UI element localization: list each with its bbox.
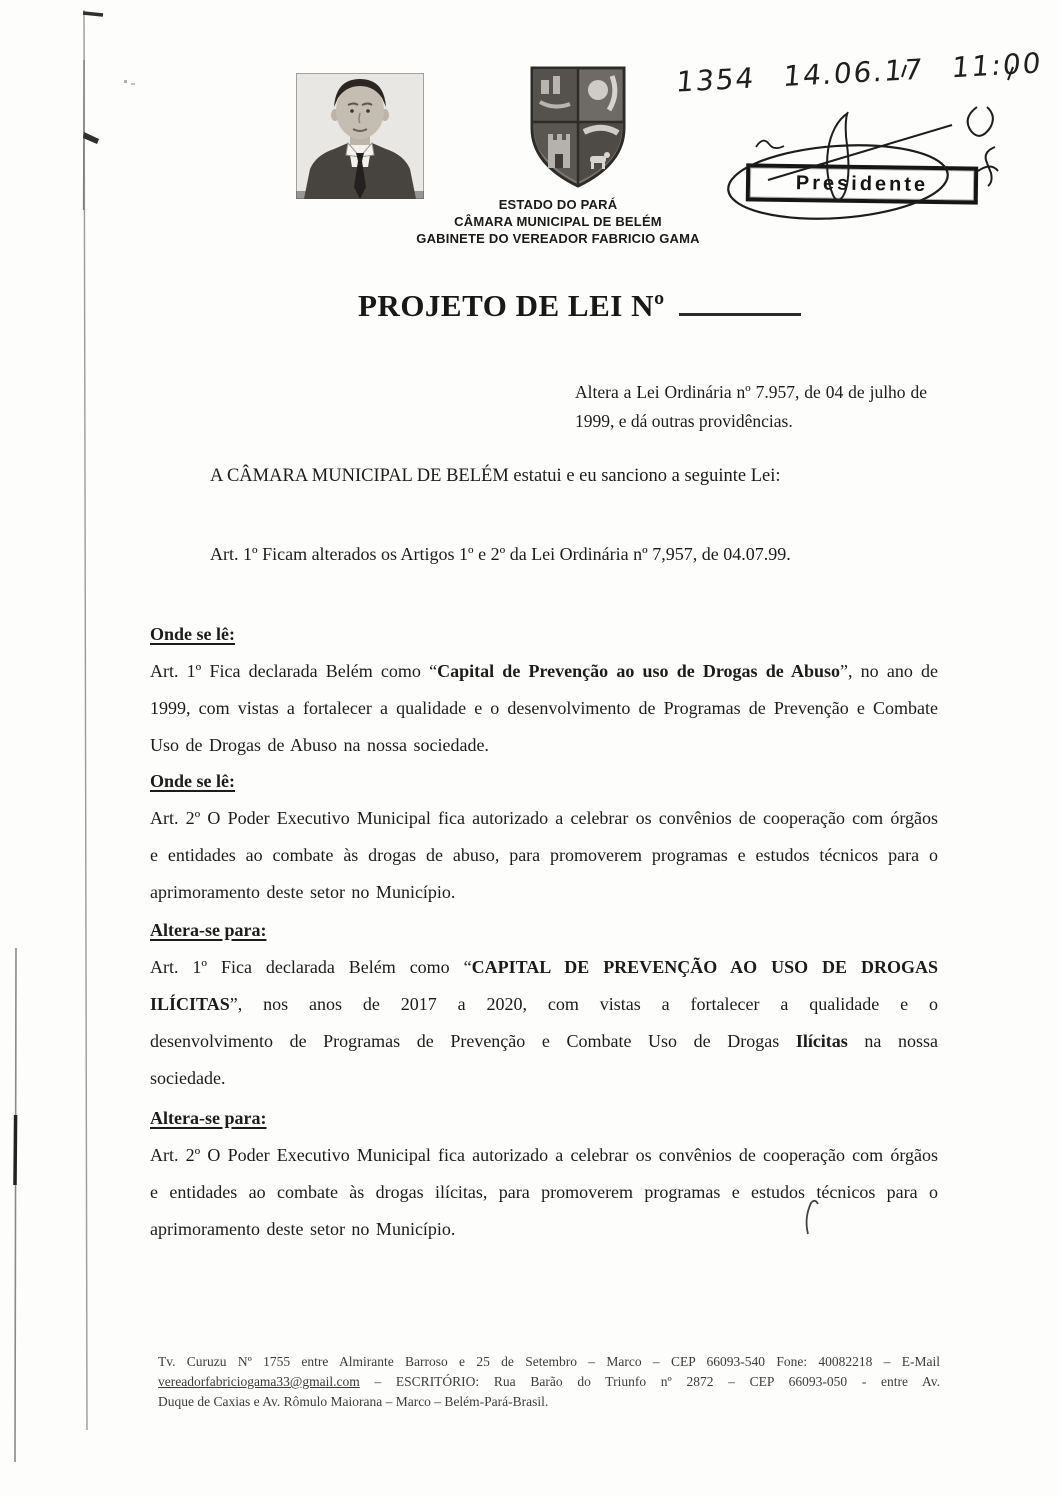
section-altera-se-para-1 (150, 912, 938, 1097)
footer-line-2-rest: – ESCRITÓRIO: Rua Barão do Triunfo nº 2872 – CEP 66093-050 - entre Av. (359, 1374, 940, 1389)
run: ”, no ano de 1999, com vistas a fortalecer a qualidade e o desenvolvimento de Programas de Prevenção e Combate Uso de Drogas de Abuso na nossa sociedade. (150, 661, 938, 755)
footer-line-1: Tv. Curuzu Nº 1755 entre Almirante Barroso e 25 de Setembro – Marco – CEP 66093-540 Fone: 40082218 – E-Mail (158, 1354, 940, 1369)
run: Art. 2º O Poder Executivo Municipal fica autorizado a celebrar os convênios de cooperação com órgãos e entidades ao combate às drogas ilícitas, para promoverem programas e estudos técnicos para o aprimoramento deste setor no Município. (150, 1145, 938, 1239)
org-line-chamber: CÂMARA MUNICIPAL DE BELÉM (454, 214, 662, 229)
section-paragraph (150, 800, 938, 911)
footer-line-2 (158, 1372, 940, 1392)
run-bold: Ilícitas (795, 1031, 848, 1051)
section-heading: Onde se lê: (150, 771, 235, 791)
document-title (358, 288, 801, 324)
section-heading: Altera-se para: (150, 920, 267, 940)
law-number-blank (679, 289, 801, 316)
title-text: PROJETO DE LEI Nº (358, 288, 665, 323)
footer-email: vereadorfabriciogama33@gmail.com (158, 1374, 360, 1389)
presidente-stamp (746, 163, 979, 204)
run: Art. 1º Fica declarada Belém como “ (150, 661, 438, 681)
section-paragraph (150, 1137, 938, 1248)
org-line-state: ESTADO DO PARÁ (498, 197, 618, 212)
belem-coat-of-arms (528, 64, 628, 190)
section-onde-se-le-1 (150, 616, 938, 764)
run: ”, nos anos de 2017 a 2020, com vistas a fortalecer a qualidade e o desenvolvimento de Programas de Prevenção e Combate Uso de Drogas (150, 994, 938, 1051)
preamble: A CÂMARA MUNICIPAL DE BELÉM estatui e eu sanciono a seguinte Lei: (210, 466, 781, 486)
section-onde-se-le-2 (150, 763, 938, 911)
protocol-time: 11:00 (950, 46, 1044, 85)
org-line-office: GABINETE DO VEREADOR FABRICIO GAMA (416, 231, 700, 246)
run: na nossa sociedade. (150, 1031, 938, 1088)
vereador-portrait-photo (296, 73, 424, 199)
protocol-number: 1354 (674, 61, 757, 99)
epigraph: Altera a Lei Ordinária nº 7.957, de 04 de julho de 1999, e dá outras providências. (575, 382, 927, 431)
section-heading: Altera-se para: (150, 1108, 267, 1128)
run-bold: CAPITAL DE PREVENÇÃO AO USO DE DROGAS ILÍCITAS (150, 957, 938, 1014)
section-paragraph (150, 653, 938, 764)
section-heading: Onde se lê: (150, 624, 235, 644)
footer-address (158, 1352, 940, 1412)
stamp-label: Presidente (795, 171, 929, 196)
run: Art. 1º Fica declarada Belém como “ (150, 957, 472, 977)
section-paragraph (150, 949, 938, 1097)
protocol-annotation (675, 46, 1044, 98)
footer-line-3: Duque de Caxias e Av. Rômulo Maiorana – Marco – Belém-Pará-Brasil. (158, 1394, 549, 1409)
section-altera-se-para-2 (150, 1100, 938, 1248)
run-bold: Capital de Prevenção ao uso de Drogas de Abuso (437, 661, 840, 681)
run: Art. 2º O Poder Executivo Municipal fica autorizado a celebrar os convênios de cooperação com órgãos e entidades ao combate às drogas de abuso, para promoverem programas e estudos técnicos para o aprimoramento deste setor no Município. (150, 808, 938, 902)
protocol-date: 14.06.17 (781, 52, 926, 94)
article-1-intro: Art. 1º Ficam alterados os Artigos 1º e 2º da Lei Ordinária nº 7,957, de 04.07.99. (210, 544, 791, 564)
letterhead-org (308, 196, 808, 247)
